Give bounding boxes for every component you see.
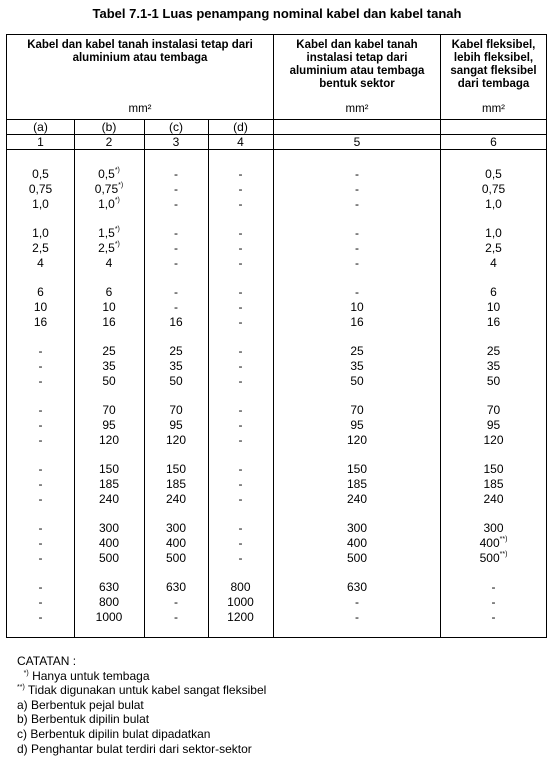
table-cell: 630 — [98, 580, 120, 594]
note-single-star-mark: *) — [23, 669, 29, 677]
table-cell: 95 — [102, 418, 116, 432]
table-cell: 1,0 — [485, 197, 502, 211]
table-cell: 16 — [33, 315, 48, 329]
unit-col6: mm² — [482, 103, 505, 115]
table-cell: 300 — [346, 521, 368, 535]
table-cell: 1,0 — [485, 226, 502, 240]
table-cell: 25 — [350, 344, 364, 358]
table-cell: - — [355, 610, 359, 624]
table-cell: 185 — [165, 477, 187, 491]
table-cell: - — [38, 477, 43, 491]
note-c: c) Berbentuk dipilin bulat dipadatkan — [17, 726, 211, 741]
table-cell: - — [238, 344, 243, 358]
table-cell: 500 — [165, 551, 187, 565]
table-cell: - — [174, 300, 178, 314]
cell-value: 500 — [479, 551, 500, 565]
table-cell: - — [174, 167, 178, 181]
table-cell — [441, 536, 546, 550]
table-cell: 400 — [98, 536, 120, 550]
table-cell: 300 — [483, 521, 504, 535]
table-cell: - — [238, 492, 243, 506]
table-cell: - — [174, 285, 178, 299]
table-cell: 10 — [102, 300, 116, 314]
cell-value: 0,75 — [94, 182, 119, 196]
table-cell: 150 — [165, 462, 187, 476]
table-cell: - — [38, 359, 43, 373]
col-number-4: 4 — [237, 135, 244, 149]
table-cell: 120 — [346, 433, 368, 447]
table-cell: - — [38, 551, 43, 565]
table-cell — [74, 226, 144, 240]
notes-heading: CATATAN : — [17, 654, 77, 668]
table-cell: - — [491, 580, 496, 594]
table-cell: 95 — [486, 418, 501, 432]
table-cell: - — [38, 433, 43, 447]
table-cell: - — [38, 521, 43, 535]
col-number-3: 3 — [172, 135, 180, 149]
unit-col5: mm² — [345, 103, 369, 115]
table-cell: 400 — [346, 536, 368, 550]
table-cell: 0,5 — [485, 167, 502, 181]
table-cell: - — [174, 197, 178, 211]
col-number-1: 1 — [37, 135, 44, 149]
table-cell: - — [355, 182, 359, 196]
table-cell: - — [238, 300, 243, 314]
unit-group1: mm² — [128, 103, 152, 115]
note-single-star-text: Hanya untuk tembaga — [32, 668, 150, 683]
table-cell: 70 — [169, 403, 183, 417]
table-cell — [74, 182, 144, 196]
table-cell: - — [238, 226, 243, 240]
table-cell: - — [38, 418, 43, 432]
note-double-star-text: Tidak digunakan untuk kabel sangat fleksibel — [27, 683, 267, 698]
table-cell: - — [238, 536, 243, 550]
note-d: d) Penghantar bulat terdiri dari sektor-sektor — [17, 741, 252, 756]
table-cell: 6 — [105, 285, 113, 299]
table-cell: 1200 — [227, 610, 254, 624]
table-cell — [74, 241, 144, 255]
table-cell: - — [238, 418, 243, 432]
table-cell: 185 — [98, 477, 120, 491]
table-cell: 0,75 — [28, 182, 53, 196]
table-cell: 300 — [165, 521, 187, 535]
table-cell: 4 — [37, 256, 44, 270]
col-number-5: 5 — [353, 135, 361, 149]
table-cell: 240 — [98, 492, 120, 506]
table-cell — [441, 551, 546, 565]
table-cell: - — [174, 256, 178, 270]
note-double-star — [17, 683, 266, 698]
table-cell: - — [491, 610, 496, 624]
table-cell: - — [174, 241, 178, 255]
table-cell: 6 — [490, 285, 497, 299]
table-cell: 120 — [165, 433, 187, 447]
table-cell: 150 — [98, 462, 120, 476]
table-cell — [74, 197, 144, 211]
table-cell: 185 — [346, 477, 368, 491]
table-cell: 1,0 — [32, 197, 49, 211]
table-cell: 120 — [483, 433, 504, 447]
cell-value: 400 — [479, 536, 500, 550]
table-cell: 25 — [102, 344, 116, 358]
table-cell: 800 — [230, 580, 251, 594]
cell-footnote-mark: *) — [114, 197, 120, 204]
table-cell: - — [238, 521, 243, 535]
table-cell: - — [174, 610, 178, 624]
table-cell: 630 — [165, 580, 187, 594]
cell-footnote-mark: **) — [499, 536, 508, 543]
table-cell: 25 — [486, 344, 501, 358]
table-cell: 10 — [486, 300, 501, 314]
header-group1: Kabel dan kabel tanah instalasi tetap dari aluminium atau tembaga — [27, 39, 253, 64]
table-cell: - — [238, 433, 243, 447]
cell-value: 1,5 — [98, 226, 115, 240]
header-col5: Kabel dan kabel tanah instalasi tetap dari aluminium atau tembaga bentuk sektor — [289, 39, 425, 90]
table-cell: - — [38, 492, 43, 506]
table-cell: 16 — [350, 315, 364, 329]
table-cell: - — [355, 226, 359, 240]
table-cell: - — [238, 167, 243, 181]
table-cell: 1000 — [227, 595, 254, 609]
sub-label-c: (c) — [169, 120, 183, 134]
table-cell: 25 — [169, 344, 183, 358]
table-cell: 50 — [169, 374, 183, 388]
table-cell: - — [38, 580, 43, 594]
table-cell: - — [238, 551, 243, 565]
table-cell: 0,75 — [481, 182, 506, 196]
table-cell: - — [238, 374, 243, 388]
note-a: a) Berbentuk pejal bulat — [17, 697, 144, 712]
table-cell: - — [238, 182, 243, 196]
table-cell: 10 — [33, 300, 48, 314]
table-cell: - — [355, 256, 359, 270]
table-cell: 35 — [486, 359, 501, 373]
cable-size-table — [6, 34, 547, 638]
sub-label-d: (d) — [233, 120, 248, 134]
table-cell: 150 — [346, 462, 368, 476]
table-cell: 500 — [98, 551, 120, 565]
table-cell: - — [238, 256, 243, 270]
table-cell: 240 — [165, 492, 187, 506]
table-cell: 70 — [350, 403, 364, 417]
table-cell: 2,5 — [32, 241, 49, 255]
table-cell: 70 — [486, 403, 501, 417]
col-number-rule — [7, 149, 546, 150]
table-cell: - — [38, 595, 43, 609]
table-cell: - — [238, 359, 243, 373]
table-cell: 400 — [165, 536, 187, 550]
note-double-star-mark: **) — [17, 684, 25, 692]
table-cell: - — [238, 315, 243, 329]
table-cell: - — [238, 403, 243, 417]
table-cell: 4 — [105, 256, 113, 270]
table-cell: - — [355, 285, 359, 299]
table-cell: 95 — [169, 418, 183, 432]
table-cell: - — [38, 536, 43, 550]
notes — [17, 654, 266, 756]
table-cell: 185 — [483, 477, 504, 491]
table-title: Tabel 7.1-1 Luas penampang nominal kabel dan kabel tanah — [92, 6, 462, 21]
table-cell: - — [238, 477, 243, 491]
cell-value: 1,0 — [98, 197, 115, 211]
cell-value: 0,5 — [98, 167, 115, 181]
table-cell: - — [238, 197, 243, 211]
sub-label-a: (a) — [33, 120, 48, 134]
cell-footnote-mark: **) — [499, 551, 508, 558]
table-cell: - — [38, 610, 43, 624]
table-cell: 50 — [350, 374, 364, 388]
header-col6: Kabel fleksibel, lebih fleksibel, sangat fleksibel dari tembaga — [450, 39, 537, 90]
table-cell: - — [38, 344, 43, 358]
table-cell: - — [38, 403, 43, 417]
table-cell: 4 — [490, 256, 497, 270]
table-cell: - — [355, 167, 359, 181]
table-cell: 150 — [483, 462, 504, 476]
table-cell: 70 — [102, 403, 116, 417]
table-cell: 800 — [98, 595, 120, 609]
note-single-star — [17, 669, 266, 684]
table-cell: - — [355, 197, 359, 211]
table-cell: - — [38, 462, 43, 476]
cell-footnote-mark: *) — [118, 182, 124, 189]
table-cell: 16 — [102, 315, 116, 329]
table-cell: 120 — [98, 433, 120, 447]
table-cell: 1000 — [95, 610, 123, 624]
table-cell — [74, 167, 144, 181]
table-cell: 240 — [483, 492, 504, 506]
sub-label-b: (b) — [101, 120, 117, 134]
table-cell: 50 — [102, 374, 116, 388]
table-cell: 16 — [169, 315, 183, 329]
table-cell: - — [174, 226, 178, 240]
note-b: b) Berbentuk dipilin bulat — [17, 712, 150, 727]
cell-footnote-mark: *) — [114, 241, 120, 248]
cell-value: 2,5 — [98, 241, 115, 255]
table-cell: - — [174, 595, 178, 609]
table-cell: 95 — [350, 418, 364, 432]
table-cell: 6 — [37, 285, 44, 299]
table-cell: - — [174, 182, 178, 196]
table-cell: 50 — [486, 374, 501, 388]
table-cell: 630 — [346, 580, 368, 594]
table-cell: - — [238, 285, 243, 299]
table-cell: 1,0 — [32, 226, 49, 240]
table-cell: 0,5 — [32, 167, 49, 181]
table-cell: 300 — [98, 521, 120, 535]
table-cell: 16 — [486, 315, 501, 329]
col-number-2: 2 — [105, 135, 113, 149]
table-cell: 35 — [102, 359, 116, 373]
table-cell: 35 — [169, 359, 183, 373]
table-cell: - — [355, 595, 359, 609]
table-cell: 500 — [346, 551, 368, 565]
table-cell: 240 — [346, 492, 368, 506]
table-cell: 35 — [350, 359, 364, 373]
table-cell: - — [355, 241, 359, 255]
table-cell: - — [238, 241, 243, 255]
col-number-6: 6 — [490, 135, 497, 149]
table-cell: - — [491, 595, 496, 609]
table-cell: 2,5 — [485, 241, 502, 255]
table-cell: - — [38, 374, 43, 388]
cell-footnote-mark: *) — [114, 167, 120, 174]
table-cell: - — [238, 462, 243, 476]
table-cell: 10 — [350, 300, 364, 314]
cell-footnote-mark: *) — [114, 226, 120, 233]
